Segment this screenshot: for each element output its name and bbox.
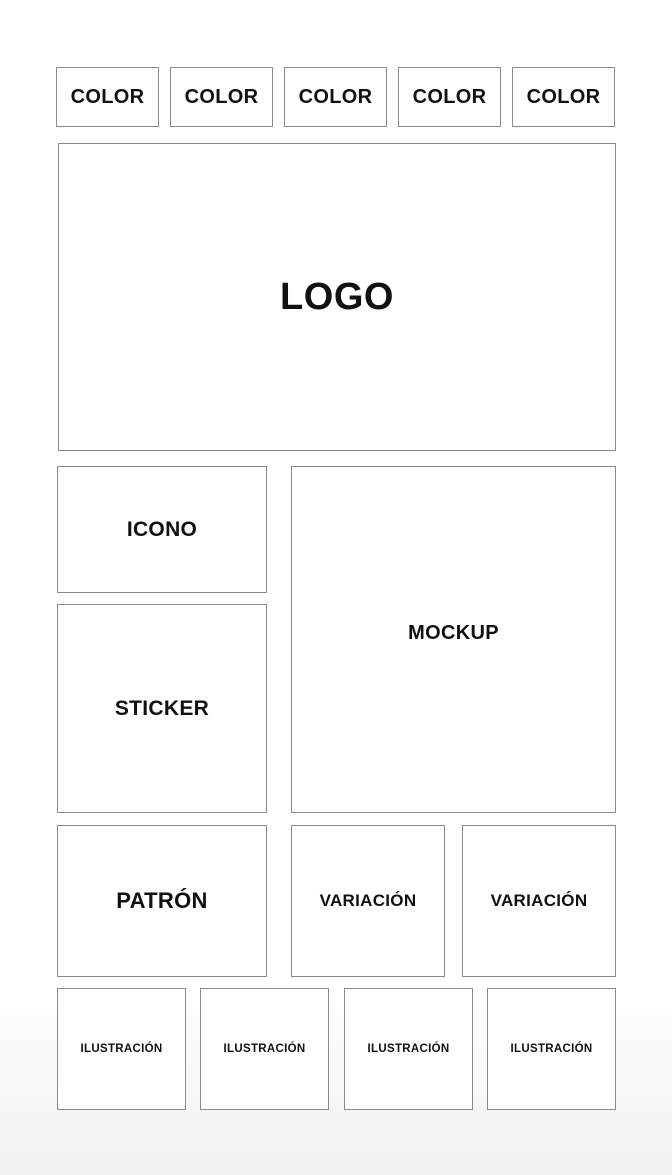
ilustracion-box-1 bbox=[57, 988, 186, 1110]
icono-box bbox=[57, 466, 267, 593]
sticker-label: STICKER bbox=[114, 696, 210, 720]
color-swatch-1 bbox=[56, 67, 159, 127]
ilustracion-label: ILUSTRACIÓN bbox=[80, 1043, 163, 1055]
color-swatch-5 bbox=[512, 67, 615, 127]
ilustracion-box-2 bbox=[200, 988, 329, 1110]
variacion-label: VARIACIÓN bbox=[490, 891, 588, 910]
mockup-label: MOCKUP bbox=[408, 622, 499, 644]
color-label: COLOR bbox=[70, 85, 145, 108]
color-label: COLOR bbox=[298, 85, 373, 108]
ilustracion-box-4 bbox=[487, 988, 616, 1110]
mockup-box bbox=[291, 466, 616, 813]
color-swatch-2 bbox=[170, 67, 273, 127]
variacion-label: VARIACIÓN bbox=[319, 891, 417, 910]
ilustracion-label: ILUSTRACIÓN bbox=[367, 1043, 450, 1055]
patron-label: PATRÓN bbox=[116, 888, 208, 913]
color-swatch-3 bbox=[284, 67, 387, 127]
color-label: COLOR bbox=[184, 85, 259, 108]
variacion-box-1 bbox=[291, 825, 445, 977]
logo-box bbox=[58, 143, 616, 451]
ilustracion-label: ILUSTRACIÓN bbox=[510, 1043, 593, 1055]
icono-label: ICONO bbox=[126, 517, 198, 541]
ilustracion-box-3 bbox=[344, 988, 473, 1110]
variacion-box-2 bbox=[462, 825, 616, 977]
patron-box bbox=[57, 825, 267, 977]
sticker-box bbox=[57, 604, 267, 813]
color-label: COLOR bbox=[412, 85, 487, 108]
ilustracion-label: ILUSTRACIÓN bbox=[223, 1043, 306, 1055]
logo-label: LOGO bbox=[280, 275, 394, 318]
color-swatch-4 bbox=[398, 67, 501, 127]
color-label: COLOR bbox=[526, 85, 601, 108]
